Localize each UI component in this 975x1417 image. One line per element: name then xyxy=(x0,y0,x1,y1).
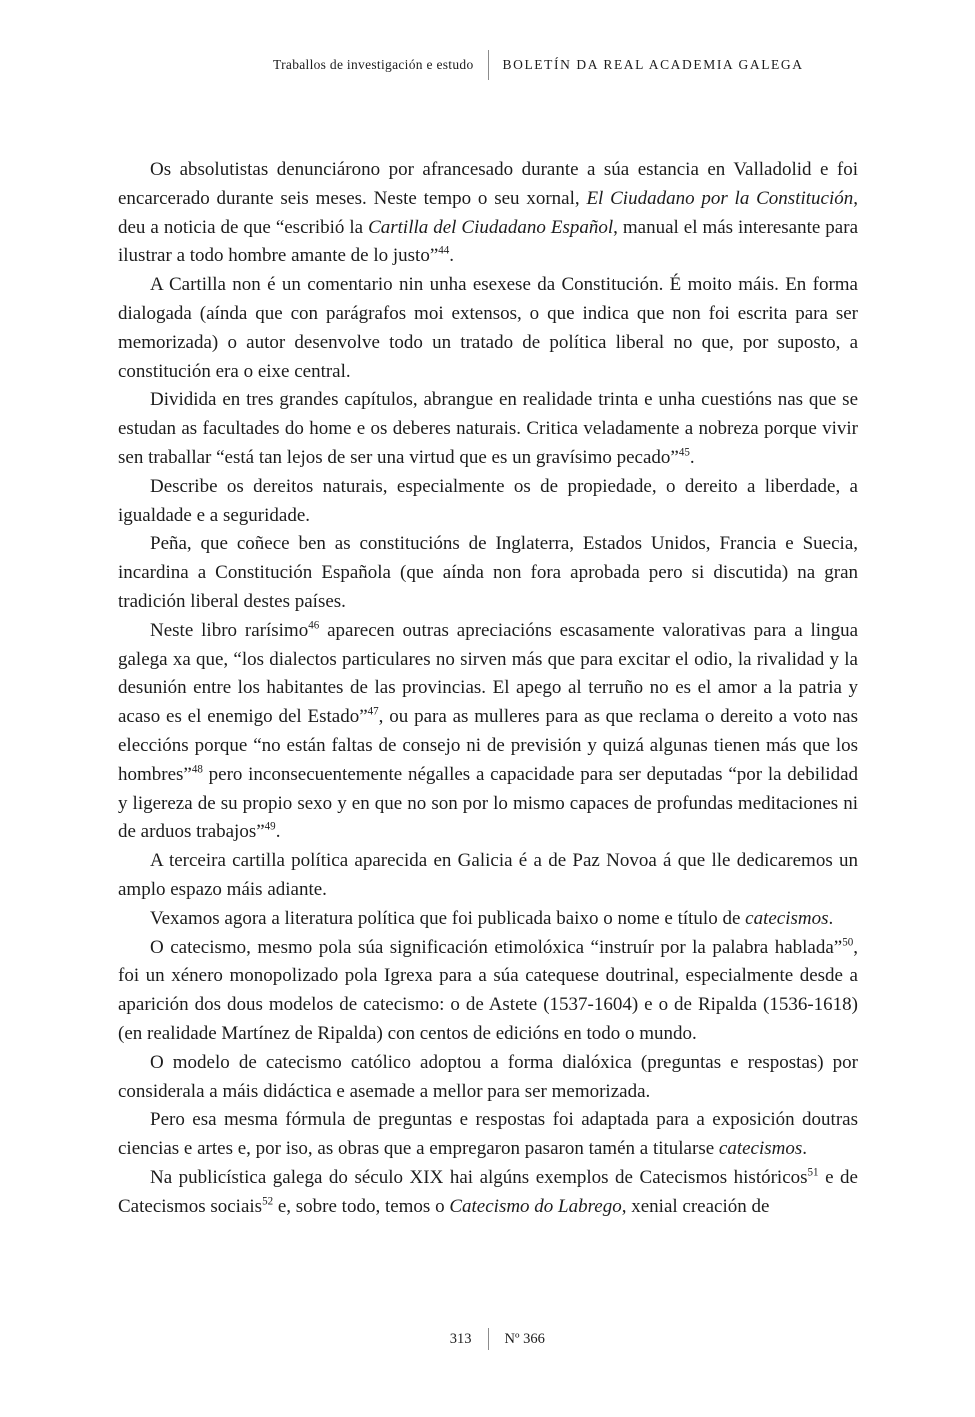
paragraph: A terceira cartilla política aparecida en Galicia é a de Paz Novoa á que lle dedicaremos un amplo espazo máis adiante. xyxy=(118,850,858,900)
paragraph: Peña, que coñece ben as constitucións de Inglaterra, Estados Unidos, Francia e Suecia, incardina a Constitución Española (que aínda non fora aprobada pero si discutida) na gran tradición liberal destes países. xyxy=(118,533,858,612)
body-text xyxy=(118,156,858,1221)
paragraph: Vexamos agora a literatura política que foi publicada baixo o nome e título de catecismos. xyxy=(150,907,834,929)
paragraph: Na publicística galega do século XIX hai algúns exemplos de Catecismos históricos$^{51}$ e de Catecismos sociais$^{52}$ e, sobre todo, temos o Catecismo do Labrego, xenial creación de xyxy=(118,1166,858,1217)
page-header xyxy=(118,50,858,80)
page-number: 313 xyxy=(449,1330,472,1347)
page-footer xyxy=(118,1328,858,1350)
paragraph: O modelo de catecismo católico adoptou a forma dialóxica (preguntas e respostas) por considerala a máis didáctica e asemade a mellor para ser memorizada. xyxy=(118,1051,858,1102)
paragraph: Neste libro rarísimo$^{46}$ aparecen outras apreciacións escasamente valorativas para a lingua galega xa que, “los dialectos particulares no sirven más que para excitar el odio, la rivalidad y la desunión entre los habitantes de las provincias. El apego al terruño no es el amor a la patria y acaso es el enemigo del Estado”$^{47}$, ou para as mulleres para as que reclama o dereito a voto nas eleccións porque “no están faltas de consejo ni de previsión y quizá algunas tienen más que los hombres”$^{48}$ pero inconsecuentemente négalles a capacidade para ser deputadas “por la debilidad y ligereza de su propio sexo y en que no son por lo mismo capaces de profundas meditaciones ni de arduos trabajos”$^{49}$. xyxy=(118,619,858,843)
paragraph: Describe os dereitos naturais, especialmente os de propiedade, o dereito a liberdade, a igualdade e a seguridade. xyxy=(118,475,858,526)
paragraph: O catecismo, mesmo pola súa significación etimolóxica “instruír por la palabra hablada”$^{50}$, foi un xénero monopolizado pola Igrexa para a súa catequese doutrinal, especialmente desde a aparición dos dous modelos de catecismo: o de Astete (1537-1604) e o de Ripalda (1536-1618) (en realidade Martínez de Ripalda) con centos de edicións en todo o mundo. xyxy=(118,936,858,1044)
issue-number: Nº 366 xyxy=(504,1330,545,1347)
paragraph: Pero esa mesma fórmula de preguntas e respostas foi adaptada para a exposición doutras ciencias e artes e, por iso, as obras que a empregaron pasaron tamén a titularse catecismos. xyxy=(118,1109,858,1160)
paragraph: A Cartilla non é un comentario nin unha esexese da Constitución. É moito máis. En forma dialogada (aínda que con parágrafos moi extensos, o que indica que non foi escrita para ser memorizada) o autor desenvolve todo un tratado de política liberal no que, por suposto, a constitución era o eixe central. xyxy=(118,274,858,382)
header-journal-title: BOLETÍN DA REAL ACADEMIA GALEGA xyxy=(502,57,804,72)
header-section-title: Traballos de investigación e estudo xyxy=(273,57,474,72)
paragraph: Os absolutistas denunciárono por afrancesado durante a súa estancia en Valladolid e foi encarcerado durante seis meses. Neste tempo o seu xornal, El Ciudadano por la Constitución, deu a noticia de que “escribió la Cartilla del Ciudadano Español, manual el más interesante para ilustrar a todo hombre amante de lo justo”$^{44}$. xyxy=(118,159,859,267)
paragraph: Dividida en tres grandes capítulos, abrangue en realidade trinta e unha cuestións nas que se estudan as facultades do home e os deberes naturais. Critica veladamente a nobreza porque vivir sen traballar “está tan lejos de ser una virtud que es un gravísimo pecado”$^{45}$. xyxy=(118,389,858,468)
